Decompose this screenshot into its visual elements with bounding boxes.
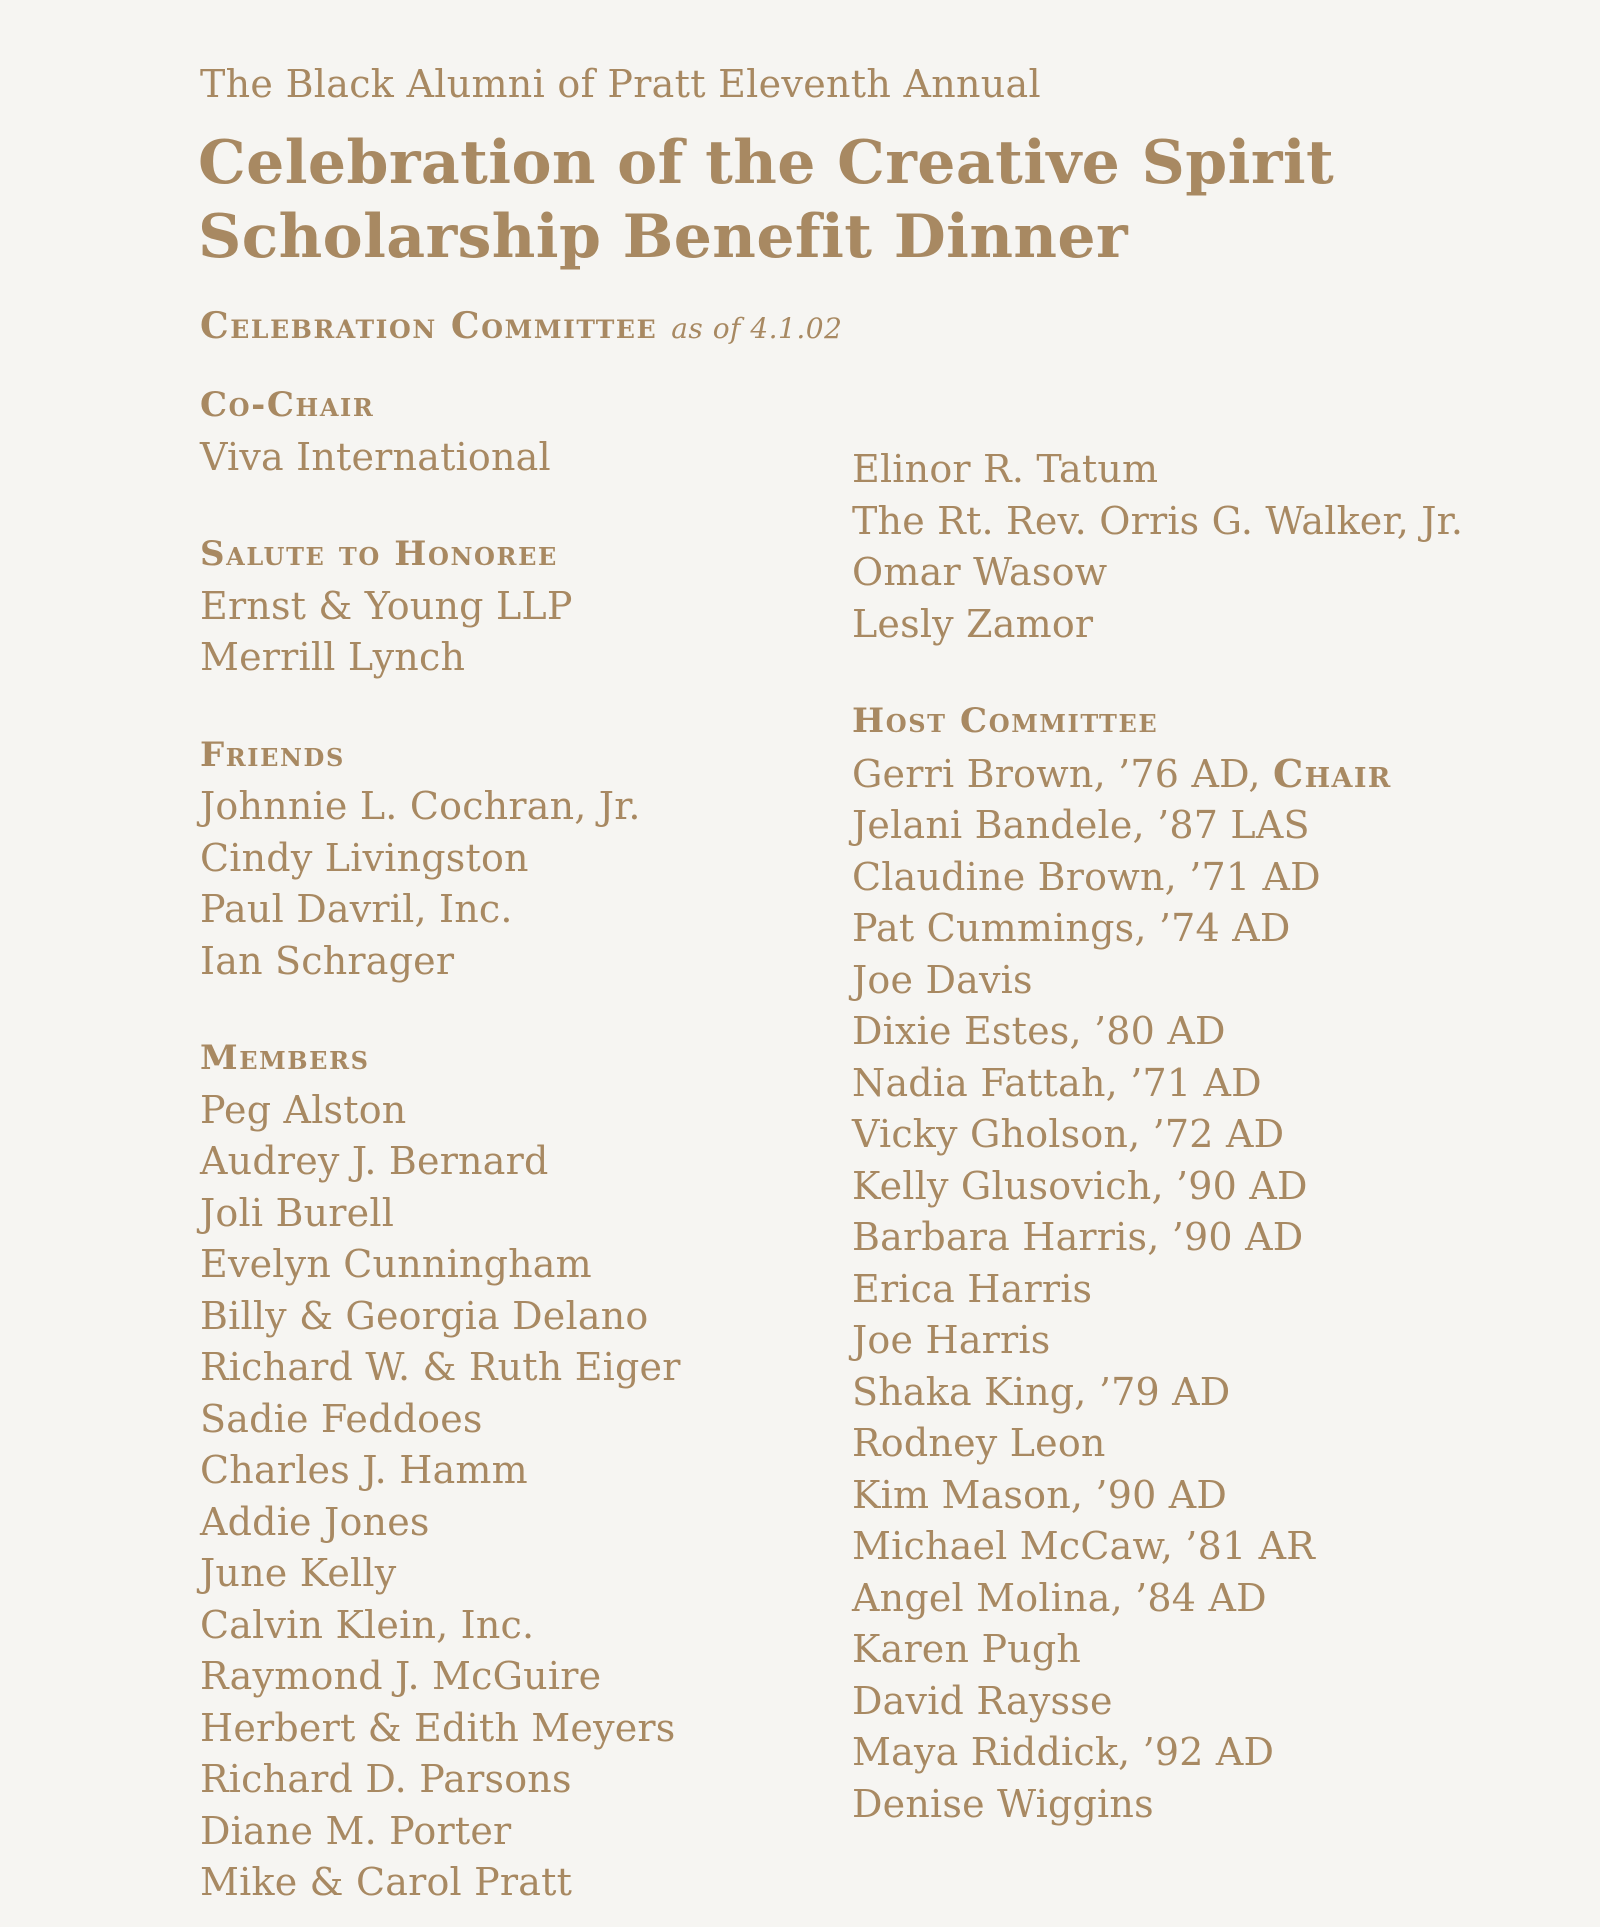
event-title: [198, 126, 1334, 274]
list-item: Angel Molina, ’84 AD: [852, 1575, 1267, 1620]
list-item: Richard W. & Ruth Eiger: [200, 1345, 681, 1389]
event-title-line-1: Celebration of the Creative Spirit: [198, 128, 1335, 198]
list-item: Pat Cummings, ’74 AD: [852, 906, 1291, 950]
list-item: Joli Burell: [200, 1190, 395, 1235]
as-of-date: as of 4.1.02: [671, 312, 843, 345]
members-section: [200, 1033, 681, 1909]
list-item: Merrill Lynch: [200, 635, 466, 679]
list-item: Calvin Klein, Inc.: [200, 1602, 535, 1647]
list-item: Karen Pugh: [852, 1627, 1082, 1671]
host-committee-chair: [852, 748, 1463, 801]
friends-list: [200, 781, 681, 987]
list-item: Joe Davis: [852, 957, 1033, 1002]
list-item: Billy & Georgia Delano: [200, 1293, 649, 1338]
list-item: Addie Jones: [200, 1499, 430, 1544]
list-item: Shaka King, ’79 AD: [852, 1369, 1231, 1414]
salute-heading: Salute to Honoree: [200, 534, 558, 574]
list-item: Nadia Fattah, ’71 AD: [852, 1060, 1262, 1105]
list-item: Richard D. Parsons: [200, 1757, 572, 1801]
list-item: Erica Harris: [852, 1266, 1093, 1311]
members-list: [200, 1085, 681, 1909]
list-item: Joe Harris: [852, 1318, 1051, 1362]
members-continued-section: [852, 444, 1463, 650]
host-committee-list: [852, 748, 1463, 801]
list-item: The Rt. Rev. Orris G. Walker, Jr.: [852, 498, 1464, 543]
list-item: David Raysse: [852, 1678, 1113, 1723]
list-item: Charles J. Hamm: [200, 1448, 528, 1492]
list-item: Lesly Zamor: [852, 601, 1094, 646]
committee-heading-label: Celebration Committee: [200, 305, 658, 347]
list-item: Michael McCaw, ’81 AR: [852, 1524, 1316, 1568]
list-item: Evelyn Cunningham: [200, 1242, 592, 1286]
host-committee-members-list: [852, 800, 1463, 1830]
event-intro: The Black Alumni of Pratt Eleventh Annual: [200, 62, 1041, 106]
list-item: Cindy Livingston: [200, 835, 529, 880]
list-item: Mike & Carol Pratt: [200, 1860, 573, 1904]
list-item: Raymond J. McGuire: [200, 1654, 602, 1698]
co-chair-heading: Co-Chair: [200, 385, 375, 425]
members-continued-list: [852, 444, 1463, 650]
salute-section: [200, 529, 681, 684]
left-column: [200, 380, 681, 1927]
list-item: Maya Riddick, ’92 AD: [852, 1730, 1275, 1774]
list-item: June Kelly: [200, 1551, 397, 1595]
co-chair-list: [200, 432, 681, 484]
committee-heading: [200, 305, 842, 347]
list-item: Paul Davril, Inc.: [200, 887, 513, 931]
list-item: Diane M. Porter: [200, 1808, 512, 1853]
list-item: Kim Mason, ’90 AD: [852, 1472, 1228, 1517]
list-item: Vicky Gholson, ’72 AD: [852, 1112, 1285, 1156]
right-column: [852, 444, 1463, 1848]
event-title-line-2: Scholarship Benefit Dinner: [198, 202, 1128, 272]
list-item: Peg Alston: [200, 1087, 407, 1132]
friends-section: [200, 730, 681, 988]
list-item: Elinor R. Tatum: [852, 447, 1159, 491]
chair-label: Chair: [1272, 750, 1392, 796]
host-committee-heading: Host Committee: [852, 701, 1159, 741]
list-item: Viva International: [200, 434, 551, 479]
chair-name: Gerri Brown, ’76 AD,: [852, 751, 1273, 796]
list-item: Omar Wasow: [852, 550, 1108, 594]
list-item: Audrey J. Bernard: [200, 1139, 549, 1183]
salute-list: [200, 581, 681, 684]
list-item: Rodney Leon: [852, 1421, 1106, 1465]
list-item: Barbara Harris, ’90 AD: [852, 1215, 1304, 1259]
list-item: Dixie Estes, ’80 AD: [852, 1009, 1226, 1053]
list-item: Jelani Bandele, ’87 LAS: [852, 803, 1310, 847]
host-committee-section: [852, 696, 1463, 1830]
friends-heading: Friends: [200, 734, 345, 775]
list-item: Ernst & Young LLP: [200, 583, 573, 628]
list-item: Claudine Brown, ’71 AD: [852, 854, 1321, 899]
list-item: Ian Schrager: [200, 938, 455, 983]
list-item: Herbert & Edith Meyers: [200, 1705, 676, 1750]
co-chair-section: [200, 380, 681, 483]
list-item: Denise Wiggins: [852, 1781, 1154, 1826]
list-item: Kelly Glusovich, ’90 AD: [852, 1163, 1308, 1208]
list-item: Johnnie L. Cochran, Jr.: [200, 784, 641, 828]
list-item: Sadie Feddoes: [200, 1396, 483, 1441]
members-heading: Members: [200, 1038, 370, 1078]
